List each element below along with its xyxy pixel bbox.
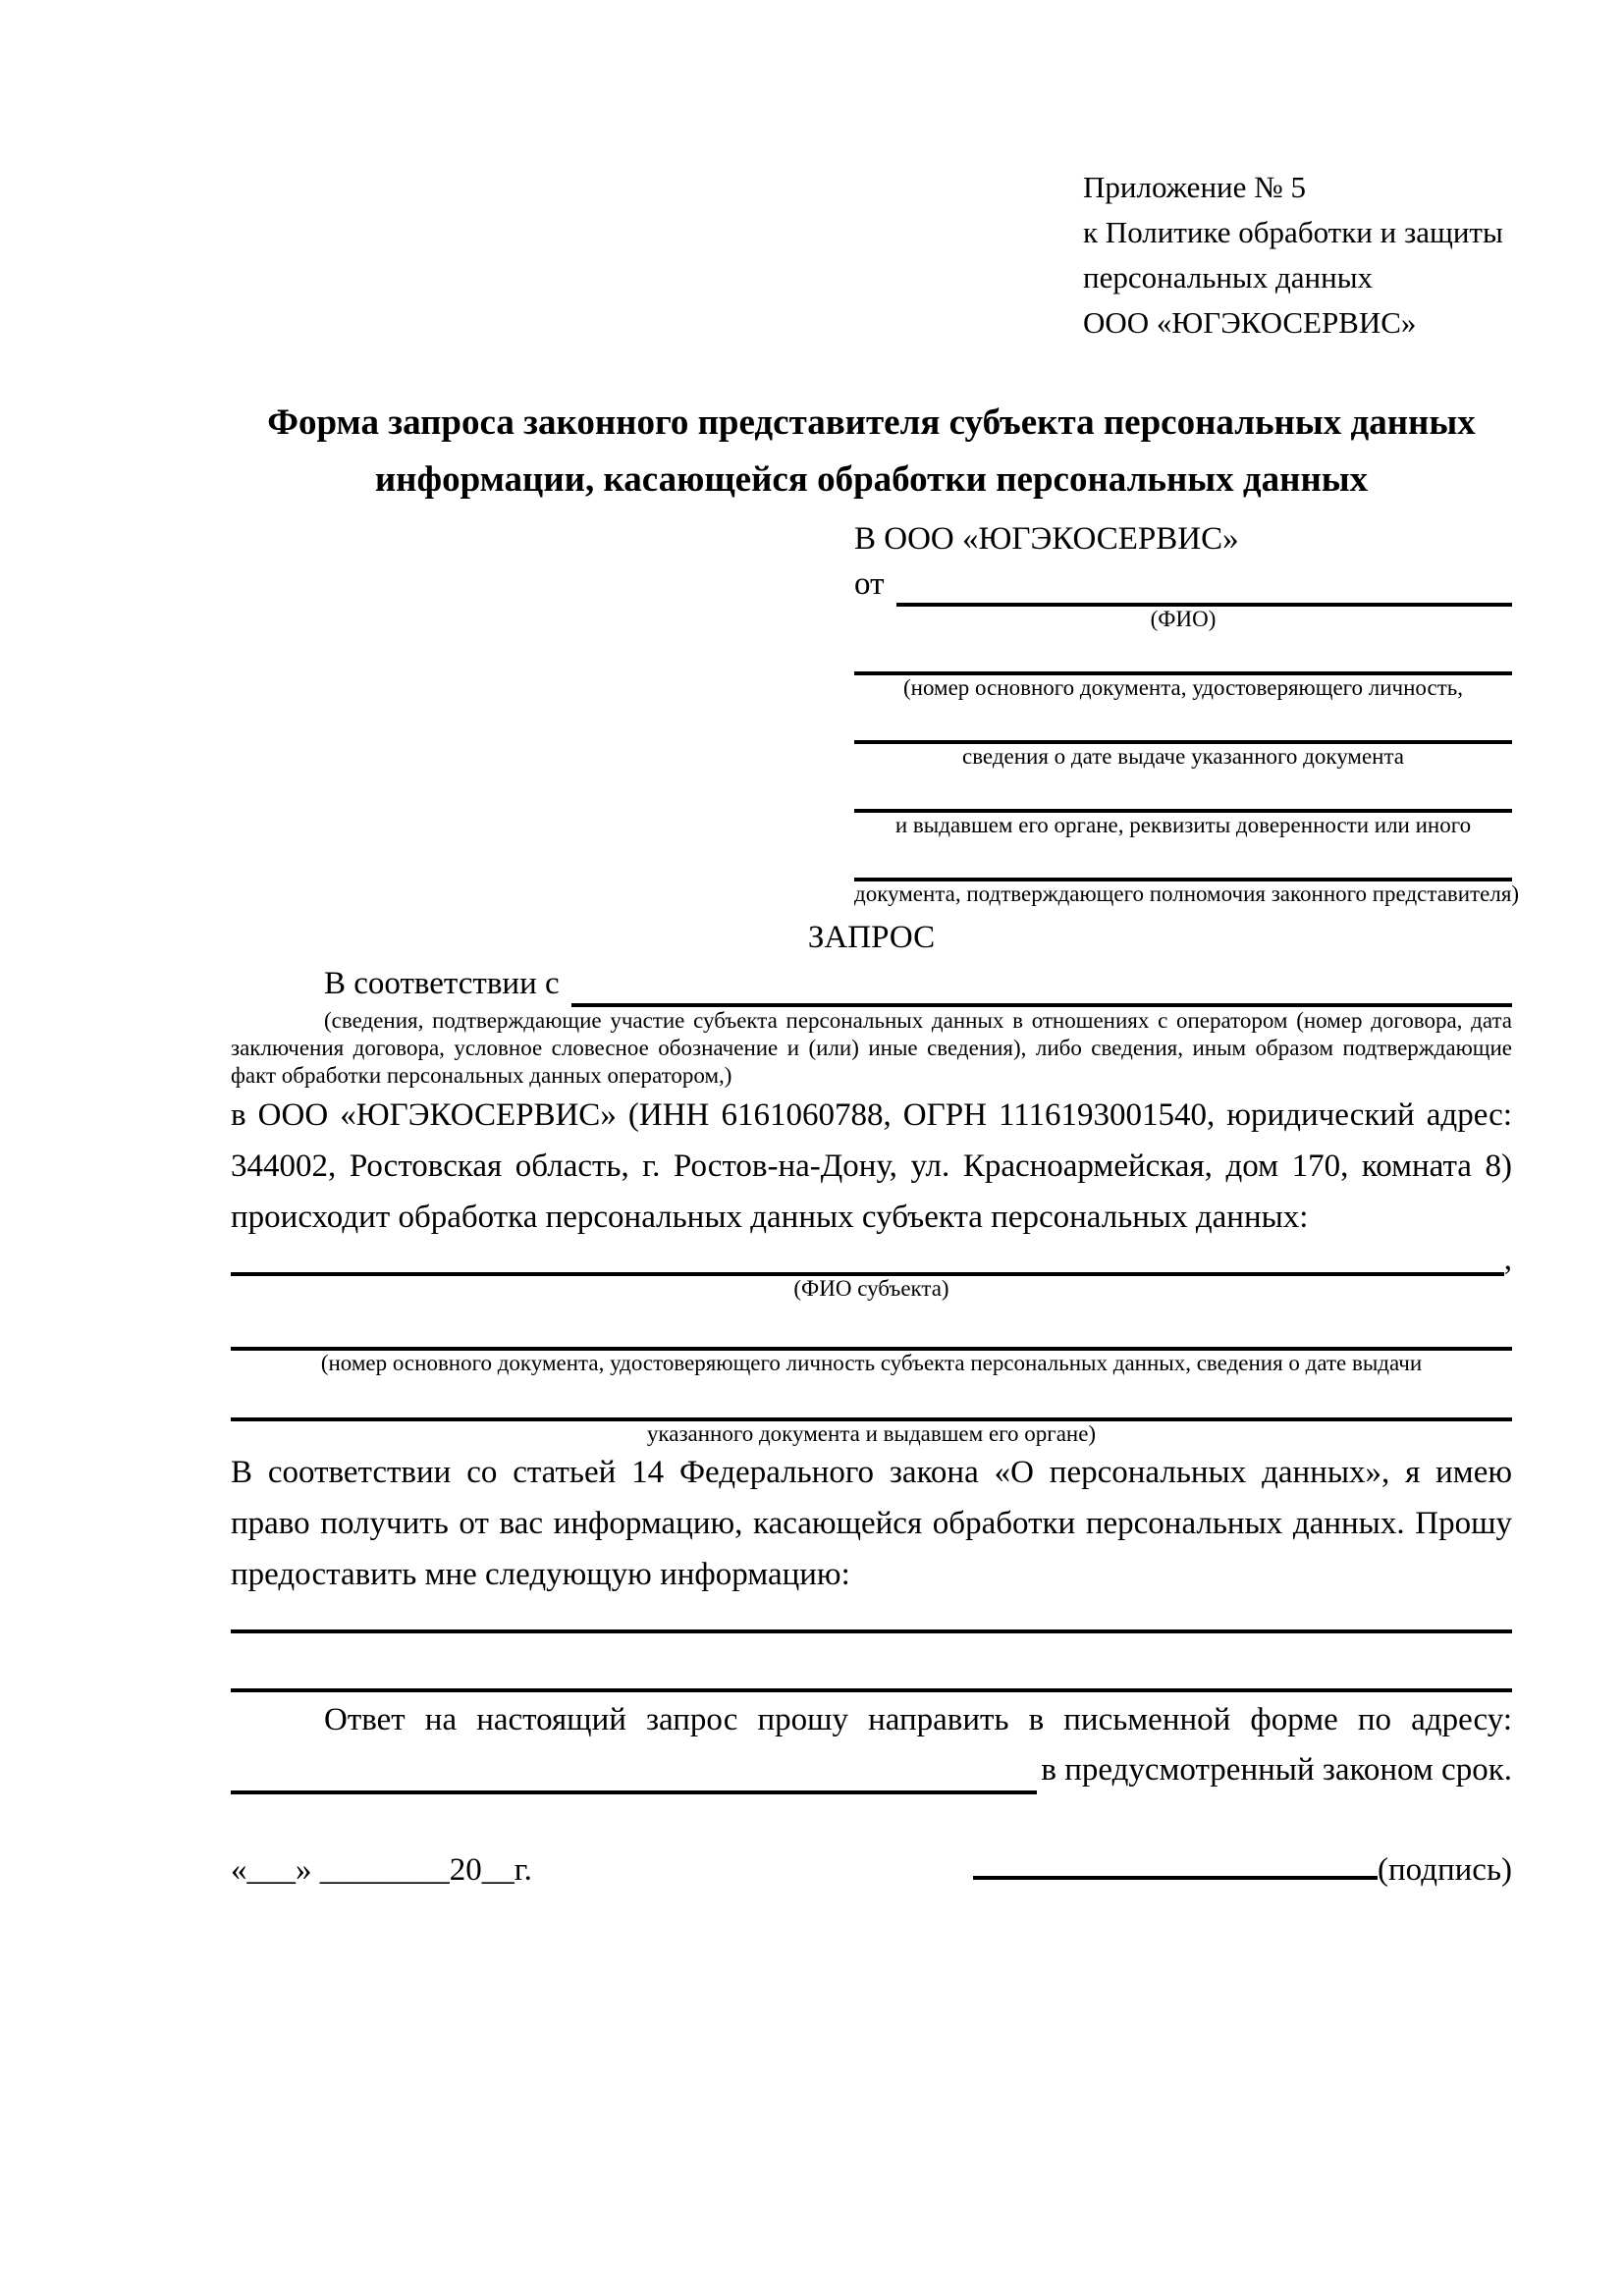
addressee-org: В ООО «ЮГЭКОСЕРВИС» — [854, 521, 1239, 557]
form-title-line-2: информации, касающейся обработки персональных данных — [374, 459, 1369, 500]
info-blank-line-2 — [231, 1655, 1512, 1692]
reply-address-row — [231, 1745, 1512, 1794]
reply-paragraph: Ответ на настоящий запрос прошу направить в письменной форме по адресу: — [324, 1702, 1512, 1737]
signature-caption: (подпись) — [1378, 1852, 1512, 1888]
doc-field-group-1 — [854, 638, 1512, 701]
doc-blank-line-3 — [854, 775, 1512, 813]
subject-doc-blank-line-1 — [231, 1317, 1512, 1351]
header-line-3: персональных данных — [1083, 260, 1374, 294]
law-paragraph: В соответствии со статьей 14 Федерального закона «О персональных данных», я имею право получить от вас информацию, касающейся обработки персональных данных. Прошу предоставить мне следующую информацию: — [231, 1455, 1512, 1592]
intro-line — [231, 960, 1512, 1007]
doc-field-group-2 — [854, 707, 1512, 770]
intro-label: В соответствии с — [324, 966, 560, 1001]
form-title — [231, 395, 1512, 508]
info-blank-line-1 — [231, 1608, 1512, 1633]
form-title-line-1: Форма запроса законного представителя субъекта персональных данных — [267, 402, 1476, 443]
from-line — [854, 561, 1512, 607]
operator-paragraph: в ООО «ЮГЭКОСЕРВИС» (ИНН 6161060788, ОГРН 1116193001540, юридический адрес: 344002, Ростовская область, г. Ростов-на-Дону, ул. Красноармейская, дом 170, комната 8) происходит обработка персональных данных субъекта персональных данных: — [231, 1097, 1512, 1235]
subject-doc-caption-2: указанного документа и выдавшем его органе) — [646, 1421, 1097, 1446]
appendix-header — [1083, 165, 1512, 346]
date-field: «___» ________20__г. — [231, 1852, 532, 1888]
doc-caption-3: и выдавшем его органе, реквизиты доверенности или иного — [894, 813, 1472, 837]
footer-row — [231, 1845, 1512, 1895]
subject-comma: , — [1503, 1242, 1512, 1277]
reply-address-blank-line — [231, 1790, 1037, 1794]
header-line-2: к Политике обработки и защиты — [1083, 215, 1503, 249]
doc-field-group-3 — [854, 775, 1512, 838]
subject-caption: (ФИО субъекта) — [793, 1276, 949, 1301]
subject-line — [231, 1243, 1512, 1276]
doc-blank-line-1 — [854, 638, 1512, 675]
header-line-1: Приложение № 5 — [1083, 170, 1306, 204]
signature-blank-line — [973, 1876, 1378, 1880]
request-heading: ЗАПРОС — [807, 920, 936, 955]
subject-doc-blank-line-2 — [231, 1388, 1512, 1421]
doc-caption-4: документа, подтверждающего полномочия законного представителя) — [854, 881, 1520, 906]
signature-area — [973, 1845, 1512, 1895]
reply-suffix: в предусмотренный законом срок. — [1041, 1752, 1512, 1788]
addressee-block — [854, 516, 1520, 907]
doc-caption-1: (номер основного документа, удостоверяющего личность, — [902, 675, 1463, 700]
subject-doc-caption-1: (номер основного документа, удостоверяющего личность субъекта персональных данных, сведения о дате выдачи — [320, 1351, 1423, 1375]
header-line-4: ООО «ЮГЭКОСЕРВИС» — [1083, 305, 1417, 340]
from-label: от — [854, 566, 885, 602]
doc-blank-line-4 — [854, 844, 1512, 881]
intro-caption: (сведения, подтверждающие участие субъекта персональных данных в отношениях с оператором (номер договора, дата заключения договора, условное словесное обозначение и (или) иные сведения), либо сведения, иным образом подтверждающие факт обработки персональных данных оператором,) — [231, 1008, 1512, 1088]
doc-field-group-4 — [854, 844, 1520, 907]
fio-caption: (ФИО) — [1150, 607, 1217, 631]
doc-caption-2: сведения о дате выдаче указанного документа — [961, 744, 1405, 769]
doc-blank-line-2 — [854, 707, 1512, 744]
